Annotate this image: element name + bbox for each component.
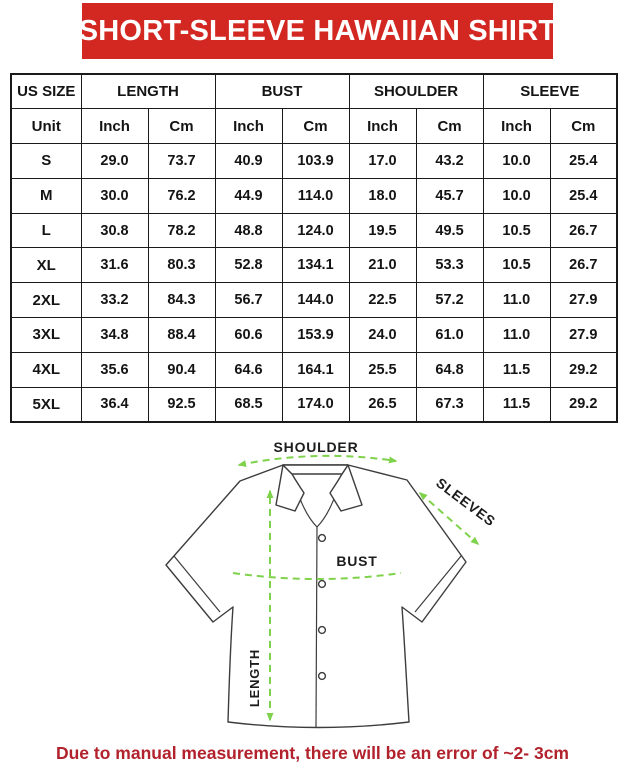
value-cell: 73.7 xyxy=(148,144,215,179)
value-cell: 29.0 xyxy=(81,144,148,179)
table-row xyxy=(11,248,617,283)
size-cell: XL xyxy=(11,248,81,283)
shirt-measurement-diagram xyxy=(150,433,510,738)
value-cell: 57.2 xyxy=(416,283,483,318)
size-cell: 4XL xyxy=(11,352,81,387)
page-title: SHORT-SLEEVE HAWAIIAN SHIRT xyxy=(78,14,557,47)
table-row xyxy=(11,387,617,422)
value-cell: 35.6 xyxy=(81,352,148,387)
value-cell: 26.7 xyxy=(550,248,617,283)
measurement-error-note: Due to manual measurement, there will be an error of ~2- 3cm xyxy=(55,743,569,763)
unit-cell: Inch xyxy=(81,109,148,144)
unit-cell: Inch xyxy=(215,109,282,144)
value-cell: 60.6 xyxy=(215,318,282,353)
back-collar xyxy=(283,465,348,474)
table-row xyxy=(11,283,617,318)
shoulder-measure-arrow xyxy=(239,456,396,465)
value-cell: 84.3 xyxy=(148,283,215,318)
value-cell: 67.3 xyxy=(416,387,483,422)
table-row xyxy=(11,144,617,179)
unit-cell: Cm xyxy=(148,109,215,144)
unit-cell: Cm xyxy=(416,109,483,144)
sleeves-label: SLEEVES xyxy=(433,474,499,530)
value-cell: 33.2 xyxy=(81,283,148,318)
table-row xyxy=(11,318,617,353)
shirt-outline xyxy=(166,465,466,728)
value-cell: 25.5 xyxy=(349,352,416,387)
value-cell: 68.5 xyxy=(215,387,282,422)
value-cell: 114.0 xyxy=(282,178,349,213)
unit-row xyxy=(11,109,617,144)
value-cell: 21.0 xyxy=(349,248,416,283)
value-cell: 10.5 xyxy=(483,248,550,283)
value-cell: 40.9 xyxy=(215,144,282,179)
unit-cell: Inch xyxy=(483,109,550,144)
value-cell: 88.4 xyxy=(148,318,215,353)
header-length: LENGTH xyxy=(81,74,215,109)
size-cell: S xyxy=(11,144,81,179)
size-cell: M xyxy=(11,178,81,213)
value-cell: 11.5 xyxy=(483,387,550,422)
value-cell: 53.3 xyxy=(416,248,483,283)
unit-cell: Cm xyxy=(550,109,617,144)
value-cell: 29.2 xyxy=(550,352,617,387)
value-cell: 27.9 xyxy=(550,318,617,353)
value-cell: 30.8 xyxy=(81,213,148,248)
title-banner xyxy=(78,3,557,59)
value-cell: 52.8 xyxy=(215,248,282,283)
value-cell: 64.6 xyxy=(215,352,282,387)
value-cell: 10.5 xyxy=(483,213,550,248)
value-cell: 45.7 xyxy=(416,178,483,213)
value-cell: 49.5 xyxy=(416,213,483,248)
value-cell: 48.8 xyxy=(215,213,282,248)
table-row xyxy=(11,178,617,213)
value-cell: 80.3 xyxy=(148,248,215,283)
button xyxy=(319,535,326,542)
value-cell: 44.9 xyxy=(215,178,282,213)
value-cell: 22.5 xyxy=(349,283,416,318)
value-cell: 174.0 xyxy=(282,387,349,422)
button xyxy=(319,627,326,634)
value-cell: 34.8 xyxy=(81,318,148,353)
value-cell: 103.9 xyxy=(282,144,349,179)
value-cell: 10.0 xyxy=(483,144,550,179)
table-row xyxy=(11,352,617,387)
header-sleeve: SLEEVE xyxy=(483,74,617,109)
value-cell: 64.8 xyxy=(416,352,483,387)
value-cell: 78.2 xyxy=(148,213,215,248)
size-cell: 3XL xyxy=(11,318,81,353)
value-cell: 43.2 xyxy=(416,144,483,179)
value-cell: 11.0 xyxy=(483,318,550,353)
value-cell: 19.5 xyxy=(349,213,416,248)
value-cell: 164.1 xyxy=(282,352,349,387)
value-cell: 92.5 xyxy=(148,387,215,422)
value-cell: 124.0 xyxy=(282,213,349,248)
value-cell: 26.7 xyxy=(550,213,617,248)
value-cell: 30.0 xyxy=(81,178,148,213)
size-chart-table xyxy=(10,73,618,423)
header-bust: BUST xyxy=(215,74,349,109)
value-cell: 144.0 xyxy=(282,283,349,318)
value-cell: 25.4 xyxy=(550,144,617,179)
table-header-row xyxy=(11,74,617,109)
header-shoulder: SHOULDER xyxy=(349,74,483,109)
header-us-size: US SIZE xyxy=(11,74,81,109)
value-cell: 29.2 xyxy=(550,387,617,422)
value-cell: 36.4 xyxy=(81,387,148,422)
size-cell: 5XL xyxy=(11,387,81,422)
value-cell: 26.5 xyxy=(349,387,416,422)
value-cell: 10.0 xyxy=(483,178,550,213)
value-cell: 25.4 xyxy=(550,178,617,213)
value-cell: 56.7 xyxy=(215,283,282,318)
value-cell: 134.1 xyxy=(282,248,349,283)
value-cell: 90.4 xyxy=(148,352,215,387)
table-row xyxy=(11,213,617,248)
value-cell: 17.0 xyxy=(349,144,416,179)
value-cell: 11.5 xyxy=(483,352,550,387)
value-cell: 27.9 xyxy=(550,283,617,318)
unit-cell: Cm xyxy=(282,109,349,144)
bust-label: BUST xyxy=(336,553,378,569)
size-cell: 2XL xyxy=(11,283,81,318)
unit-cell: Inch xyxy=(349,109,416,144)
value-cell: 153.9 xyxy=(282,318,349,353)
button xyxy=(319,673,326,680)
value-cell: 76.2 xyxy=(148,178,215,213)
value-cell: 18.0 xyxy=(349,178,416,213)
unit-cell: Unit xyxy=(11,109,81,144)
button xyxy=(319,581,326,588)
length-label: LENGTH xyxy=(247,648,262,708)
value-cell: 31.6 xyxy=(81,248,148,283)
shoulder-label: SHOULDER xyxy=(273,439,359,455)
value-cell: 61.0 xyxy=(416,318,483,353)
value-cell: 24.0 xyxy=(349,318,416,353)
size-cell: L xyxy=(11,213,81,248)
value-cell: 11.0 xyxy=(483,283,550,318)
